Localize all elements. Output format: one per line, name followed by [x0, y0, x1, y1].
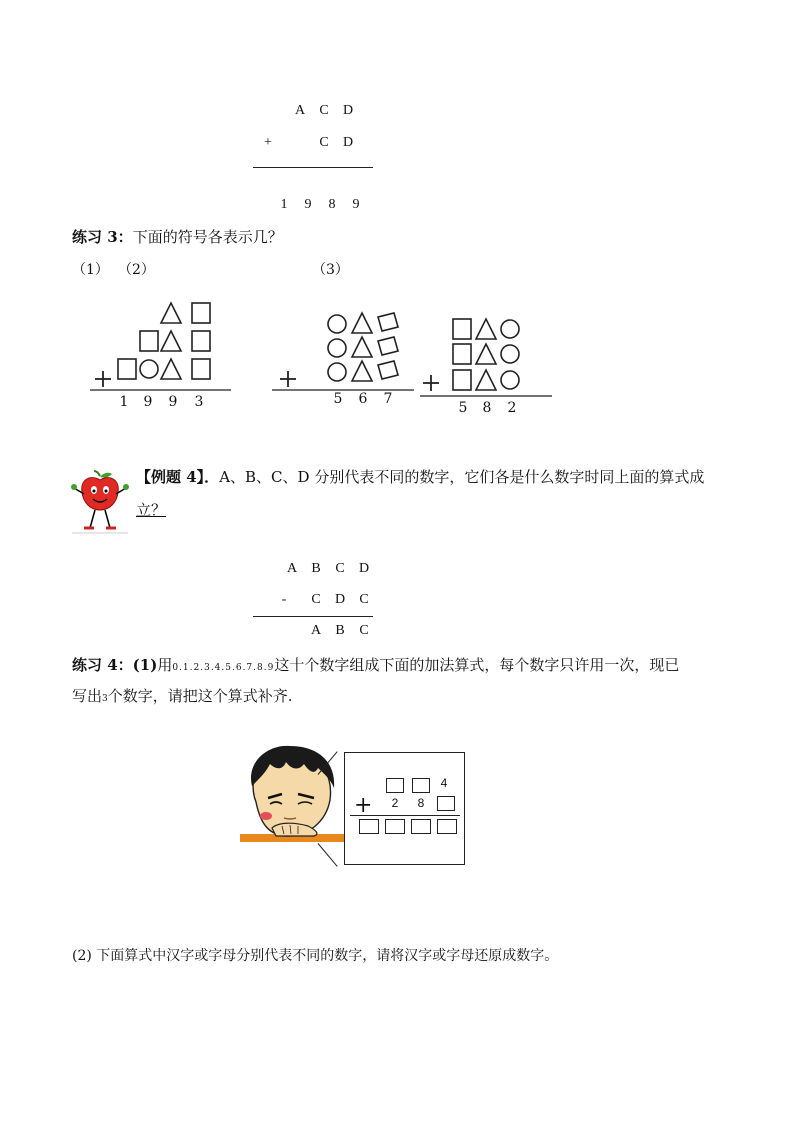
circle-icon — [501, 320, 519, 338]
triangle-icon — [476, 344, 496, 364]
ex4-row2-c: C — [311, 592, 321, 607]
ex4-row2-d: D — [334, 592, 346, 607]
puzzle1-result-digit: 1 — [119, 394, 129, 410]
square-icon — [140, 331, 158, 351]
ex4-row1-d: D — [358, 561, 370, 576]
blank-square-input[interactable] — [385, 819, 405, 834]
diamond-icon — [378, 337, 398, 355]
circle-icon — [501, 371, 519, 389]
exercise4-line2 — [72, 685, 293, 706]
ex4-row1-c: C — [335, 561, 345, 576]
puzzle2-result-digit: 5 — [333, 391, 343, 407]
puzzle2-result-digit: 7 — [383, 391, 393, 407]
puzzle3-result-digit: 8 — [482, 400, 492, 416]
top-row1-c: C — [319, 103, 329, 118]
ex4-result-b: B — [335, 623, 345, 638]
ex4-row1-b: B — [311, 561, 321, 576]
circle-icon — [328, 339, 346, 357]
top-result-digit: 9 — [304, 197, 312, 212]
example4-text-line2: 立？ — [136, 501, 167, 519]
triangle-icon — [161, 359, 181, 379]
puzzle3-result-digit: 5 — [458, 400, 468, 416]
top-row1-d: D — [342, 103, 354, 118]
circle-icon — [328, 315, 346, 333]
exercise3-label-2: （2） — [118, 262, 155, 278]
apple-mascot-icon — [70, 470, 130, 536]
square-icon — [192, 303, 210, 323]
top-result-digit: 1 — [280, 197, 288, 212]
top-sum-line — [253, 167, 373, 168]
blank-square-input[interactable] — [412, 778, 430, 793]
circle-icon — [501, 345, 519, 363]
top-row2-c: C — [319, 135, 329, 150]
triangle-icon — [161, 303, 181, 323]
puzzle3-result-digit: 2 — [507, 400, 517, 416]
puzzle1-result-digit: 9 — [168, 394, 178, 410]
exercise4-text-c: 写出 — [72, 687, 103, 705]
box-row1-digit: 4 — [440, 776, 448, 790]
top-result-digit: 9 — [352, 197, 360, 212]
top-row2-d: D — [342, 135, 354, 150]
square-icon — [118, 359, 136, 379]
part2-instruction: (2) 下面算式中汉字或字母分别代表不同的数字，请将汉字或字母还原成数字。 — [72, 948, 559, 964]
exercise4-digit-three: 3 — [102, 694, 108, 704]
diamond-icon — [378, 361, 398, 379]
blank-square-input[interactable] — [411, 819, 431, 834]
ex4-difference-line — [253, 616, 373, 617]
exercise4-line1 — [72, 654, 679, 675]
square-icon — [192, 359, 210, 379]
pointer-line-bottom — [318, 843, 338, 867]
triangle-icon — [352, 313, 372, 333]
box-sum-line — [350, 815, 460, 816]
exercise4-part1-label: ：(1) — [117, 656, 158, 674]
top-result-digit: 8 — [328, 197, 336, 212]
example4-title: 【例题 4】 — [136, 468, 205, 486]
ex4-row2-c2: C — [359, 592, 369, 607]
puzzle2-result-digit: 6 — [358, 391, 368, 407]
top-plus-sign: + — [264, 135, 272, 150]
triangle-icon — [161, 331, 181, 351]
circle-icon — [140, 360, 158, 378]
exercise3-heading — [72, 226, 283, 247]
example4-text-line1: A、B、C、D 分别代表不同的数字，它们各是什么数字时同上面的算式成 — [219, 468, 705, 486]
exercise3-label-1: （1） — [72, 262, 109, 278]
blank-square-input[interactable] — [359, 819, 379, 834]
exercise4-text-d: 个数字，请把这个算式补齐. — [107, 687, 293, 705]
blank-square-input[interactable] — [386, 778, 404, 793]
box-plus-sign: + — [354, 793, 373, 818]
square-icon — [453, 344, 471, 364]
ex4-minus-sign: - — [281, 592, 287, 607]
blank-square-input[interactable] — [437, 796, 455, 811]
ex4-row1-a: A — [286, 561, 298, 576]
box-row2-digit: 8 — [417, 796, 425, 810]
blank-square-input[interactable] — [437, 819, 457, 834]
puzzle1-result-digit: 9 — [143, 394, 153, 410]
exercise4-text-a: 用 — [157, 656, 173, 674]
square-icon — [453, 370, 471, 390]
triangle-icon — [476, 370, 496, 390]
top-row1-a: A — [294, 103, 306, 118]
exercise3-title: 练习 3 — [72, 228, 118, 246]
exercise3-colon: ： — [117, 228, 133, 246]
ex4-result-c: C — [359, 623, 369, 638]
example4-sep: ． — [204, 468, 220, 486]
example4-line1 — [136, 466, 704, 487]
triangle-icon — [352, 361, 372, 381]
exercise3-question: 下面的符号各表示几？ — [132, 228, 283, 246]
boy-thinking-illustration — [238, 742, 350, 846]
box-row2-digit: 2 — [391, 796, 399, 810]
square-icon — [453, 319, 471, 339]
circle-icon — [328, 363, 346, 381]
triangle-icon — [476, 319, 496, 339]
ex4-result-a: A — [310, 623, 322, 638]
square-icon — [192, 331, 210, 351]
exercise3-label-3: （3） — [312, 262, 349, 278]
exercise4-text-b: 这十个数字组成下面的加法算式，每个数字只许用一次，现已 — [274, 656, 680, 674]
exercise4-title: 练习 4 — [72, 656, 118, 674]
triangle-icon — [352, 337, 372, 357]
puzzle1-result-digit: 3 — [194, 394, 204, 410]
diamond-icon — [378, 313, 398, 331]
exercise4-digits: 0.1.2.3.4.5.6.7.8.9 — [172, 663, 275, 673]
